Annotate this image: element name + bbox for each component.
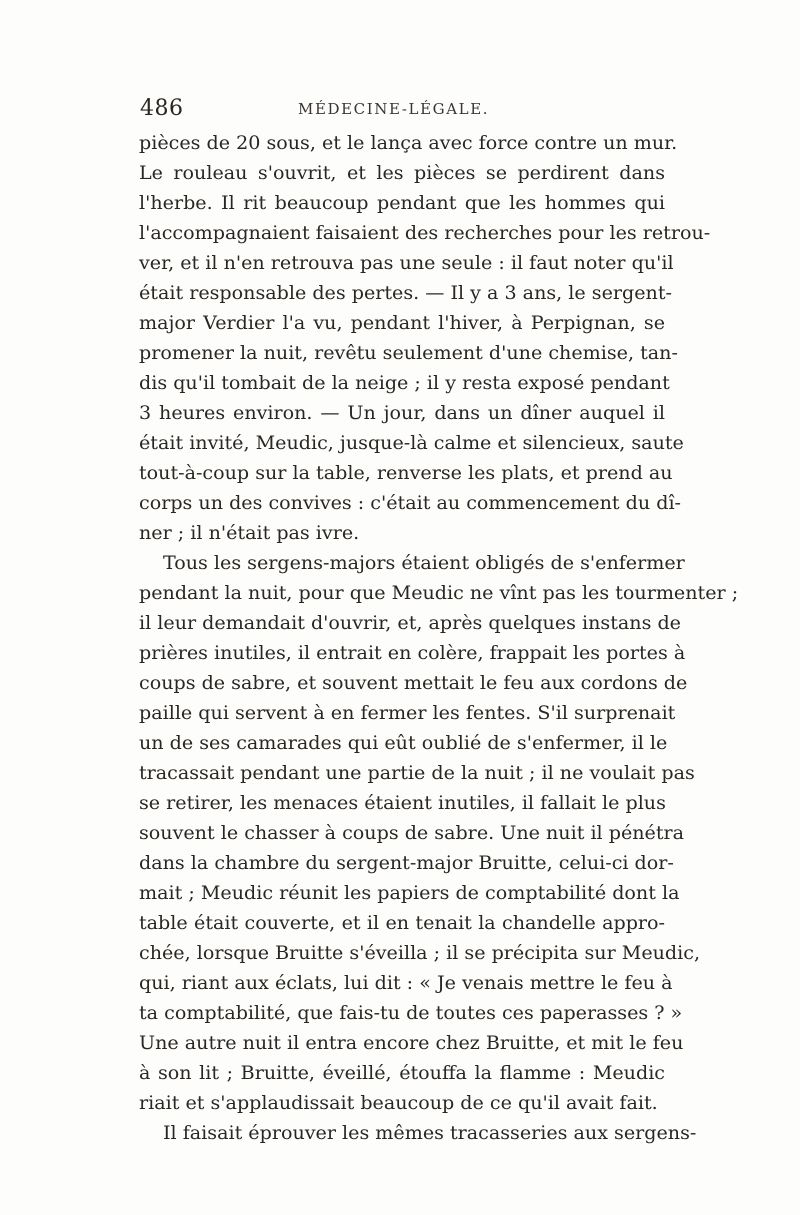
text-line: pièces de 20 sous, et le lança avec force contre un mur. — [139, 131, 678, 154]
text-line: coups de sabre, et souvent mettait le feu aux cordons de — [139, 671, 688, 694]
body-text — [139, 128, 739, 1148]
text-line: pendant la nuit, pour que Meudic ne vînt pas les tourmenter ; — [139, 581, 739, 604]
text-line: major Verdier l'a vu, pendant l'hiver, à Perpignan, se — [139, 311, 665, 334]
text-line: mait ; Meudic réunit les papiers de comptabilité dont la — [139, 881, 680, 904]
text-line: qui, riant aux éclats, lui dit : « Je venais mettre le feu à — [139, 971, 673, 994]
text-line: souvent le chasser à coups de sabre. Une nuit il pénétra — [139, 821, 685, 844]
text-line: Il faisait éprouver les mêmes tracasseries aux sergens- — [163, 1121, 697, 1144]
text-line: ta comptabilité, que fais-tu de toutes ces paperasses ? » — [139, 1001, 683, 1024]
text-line: paille qui servent à en fermer les fentes. S'il surprenait — [139, 701, 676, 724]
text-line: un de ses camarades qui eût oublié de s'enfermer, il le — [139, 731, 668, 754]
text-line: Le rouleau s'ouvrit, et les pièces se perdirent dans — [139, 161, 665, 184]
page-number: 486 — [140, 96, 184, 121]
text-line: tracassait pendant une partie de la nuit ; il ne voulait pas — [139, 761, 695, 784]
text-line: table était couverte, et il en tenait la chandelle appro- — [139, 911, 665, 934]
text-line: était responsable des pertes. — Il y a 3 ans, le sergent- — [139, 281, 672, 304]
text-line: il leur demandait d'ouvrir, et, après quelques instans de — [139, 611, 681, 634]
text-line: l'herbe. Il rit beaucoup pendant que les hommes qui — [139, 191, 665, 214]
text-line: à son lit ; Bruitte, éveillé, étouffa la flamme : Meudic — [139, 1061, 665, 1084]
text-line: promener la nuit, revêtu seulement d'une chemise, tan- — [139, 341, 678, 364]
text-line: ver, et il n'en retrouva pas une seule : il faut noter qu'il — [139, 251, 674, 274]
text-line: dis qu'il tombait de la neige ; il y resta exposé pendant — [139, 371, 670, 394]
text-line: Une autre nuit il entra encore chez Bruitte, et mit le feu — [139, 1031, 684, 1054]
text-line: corps un des convives : c'était au commencement du dî- — [139, 491, 681, 514]
running-head: MÉDECINE-LÉGALE. — [298, 100, 490, 118]
text-line: riait et s'applaudissait beaucoup de ce qu'il avait fait. — [139, 1091, 658, 1114]
text-line: tout-à-coup sur la table, renverse les plats, et prend au — [139, 461, 673, 484]
text-line: l'accompagnaient faisaient des recherches pour les retrou- — [139, 221, 711, 244]
text-line: dans la chambre du sergent-major Bruitte, celui-ci dor- — [139, 851, 674, 874]
text-line: Tous les sergens-majors étaient obligés de s'enfermer — [163, 551, 685, 574]
text-line: chée, lorsque Bruitte s'éveilla ; il se précipita sur Meudic, — [139, 941, 701, 964]
text-line: ner ; il n'était pas ivre. — [139, 521, 360, 544]
text-line: 3 heures environ. — Un jour, dans un dîner auquel il — [139, 401, 665, 424]
page-header — [140, 96, 670, 126]
text-line: se retirer, les menaces étaient inutiles, il fallait le plus — [139, 791, 666, 814]
text-line: était invité, Meudic, jusque-là calme et silencieux, saute — [139, 431, 684, 454]
text-line: prières inutiles, il entrait en colère, frappait les portes à — [139, 641, 686, 664]
